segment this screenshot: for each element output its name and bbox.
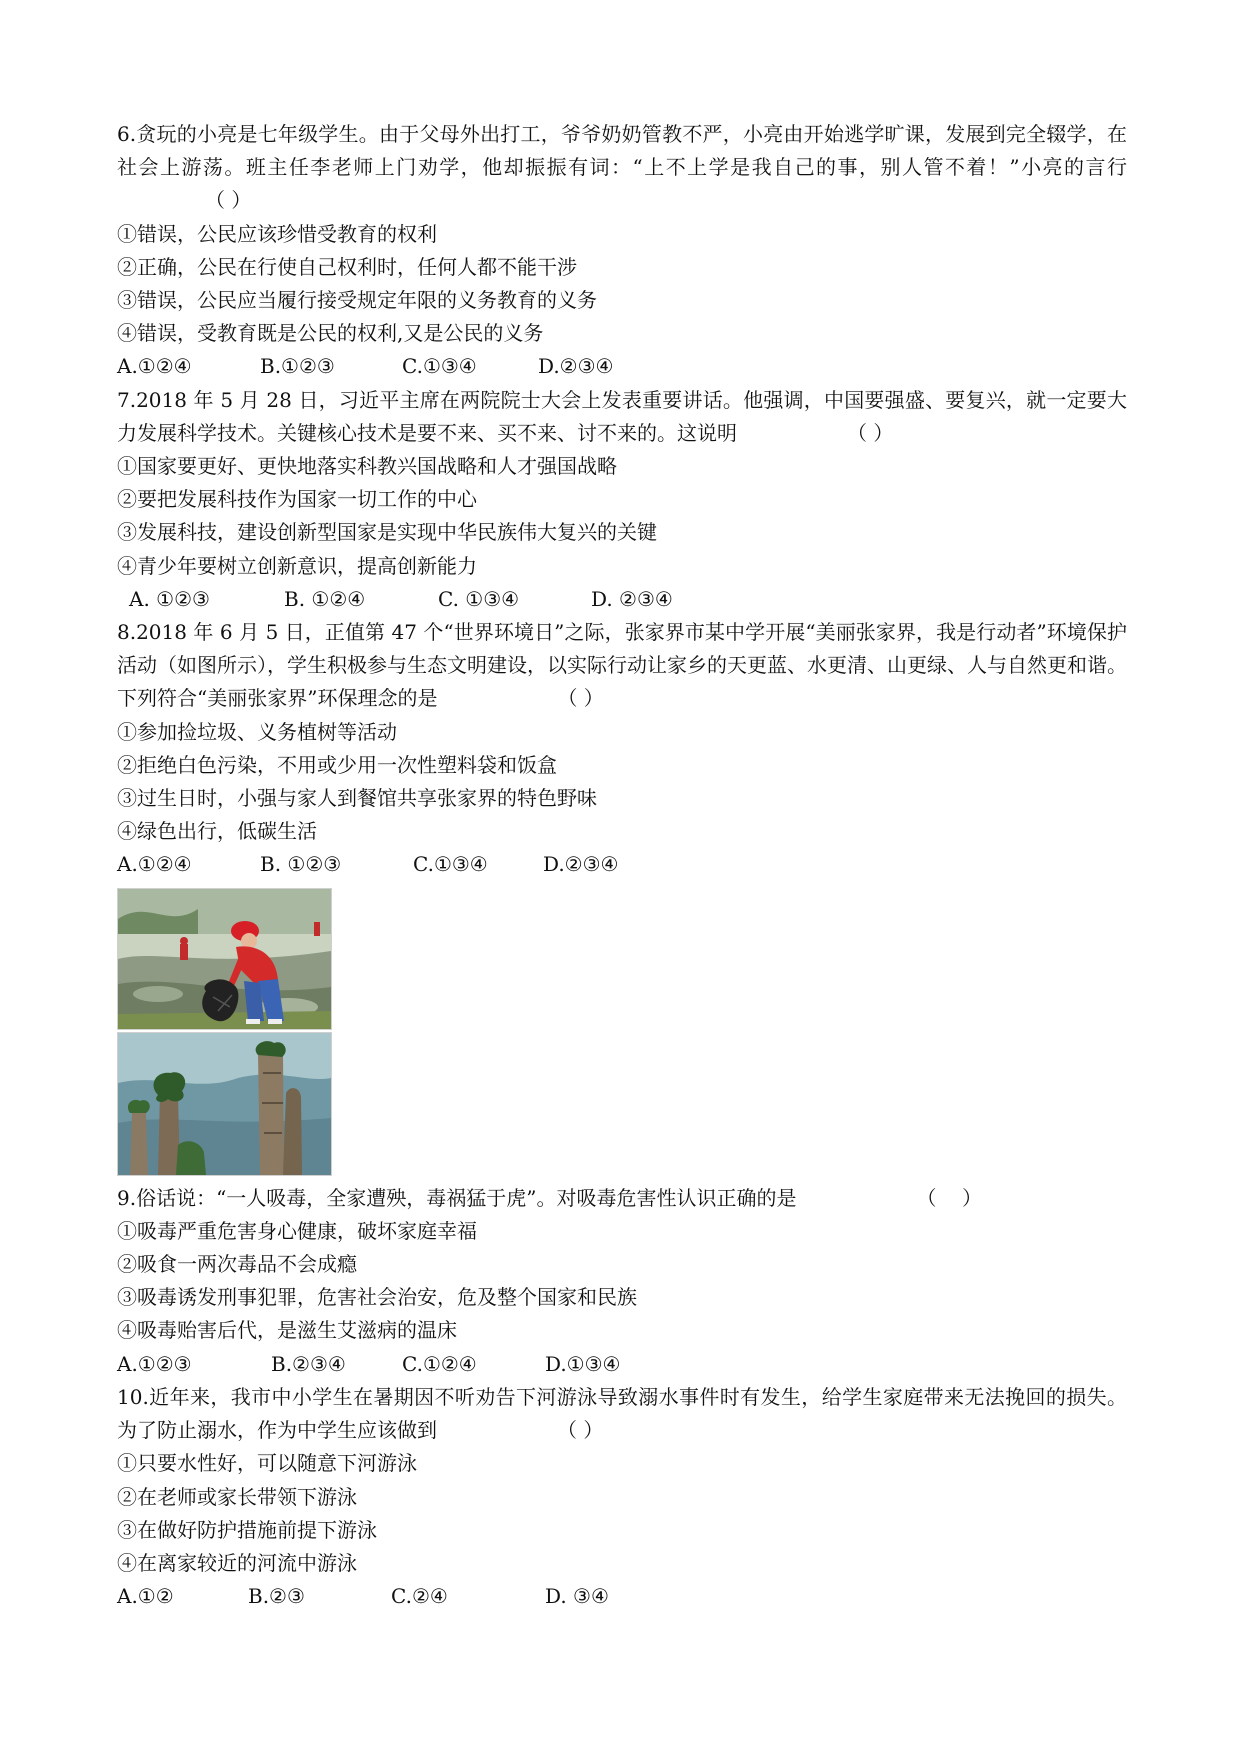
choice-b: B. ①②③ [260,852,342,877]
question-stem: 9.俗话说：“一人吸毒，全家遭殃，毒祸猛于虎”。对吸毒危害性认识正确的是 （ ） [117,1182,1127,1215]
question-stem: 6.贪玩的小亮是七年级学生。由于父母外出打工，爷爷奶奶管教不严，小亮由开始逃学旷课，发展到完全辍学，在社会上游荡。班主任李老师上门劝学，他却振振有词：“上不上学是我自己的事，别人管不着！”小亮的言行（ ） [117,118,1127,218]
choice-d: D. ②③④ [591,586,673,611]
answer-bracket: （ ） [916,1185,982,1210]
choice-a: A.①②④ [117,354,192,379]
question-stem: 8.2018 年 6 月 5 日，正值第 47 个“世界环境日”之际，张家界市某中学开展“美丽张家界，我是行动者”环境保护活动（如图所示），学生积极参与生态文明建设，以实际行动让家乡的天更蓝、水更清、山更绿、人与自然更和谐。下列符合“美丽张家界”环保理念的是 （ ） [117,616,1127,716]
answer-bracket: （ ） [205,188,252,213]
choice-d: D.②③④ [538,354,614,379]
option-2: ②要把发展科技作为国家一切工作的中心 [117,487,477,512]
option-1: ①只要水性好，可以随意下河游泳 [117,1451,417,1476]
choice-a: A.①②③ [117,1351,192,1376]
question-list [117,118,1127,1613]
option-3: ③在做好防护措施前提下游泳 [117,1517,377,1542]
option-2: ②正确，公民在行使自己权利时，任何人都不能干涉 [117,254,577,279]
choice-a: A.①②④ [117,852,192,877]
option-2: ②吸食一两次毒品不会成瘾 [117,1252,357,1277]
question-9 [117,1182,1127,1381]
question-7 [117,384,1127,616]
choice-d: D.①③④ [545,1351,621,1376]
choice-d: D.②③④ [543,852,619,877]
option-3: ③错误，公民应当履行接受规定年限的义务教育的义务 [117,288,597,313]
illustration [117,888,332,1176]
option-4: ④吸毒贻害后代，是滋生艾滋病的温床 [117,1318,457,1343]
option-4: ④在离家较近的河流中游泳 [117,1550,357,1575]
option-2: ②在老师或家长带领下游泳 [117,1484,357,1509]
answer-choices [117,583,1127,616]
choice-d: D. ③④ [545,1584,609,1609]
choice-c: C.②④ [391,1584,448,1609]
question-10 [117,1381,1127,1613]
option-4: ④错误，受教育既是公民的权利,又是公民的义务 [117,321,544,346]
choice-c: C.①③④ [413,852,488,877]
option-1: ①国家要更好、更快地落实科教兴国战略和人才强国战略 [117,454,617,479]
option-1: ①参加捡垃圾、义务植树等活动 [117,719,397,744]
option-2: ②拒绝白色污染，不用或少用一次性塑料袋和饭盒 [117,752,557,777]
choice-b: B.②③ [248,1584,305,1609]
answer-choices [117,350,1127,383]
answer-bracket: （ ） [847,420,894,445]
answer-bracket: （ ） [557,686,604,711]
answer-choices [117,848,1127,881]
choice-c: C.①②④ [402,1351,477,1376]
choice-a: A. ①②③ [129,586,210,611]
choice-b: B.①②③ [260,354,335,379]
option-1: ①错误，公民应该珍惜受教育的权利 [117,221,437,246]
question-6 [117,118,1127,384]
option-3: ③过生日时，小强与家人到餐馆共享张家界的特色野味 [117,786,597,811]
option-3: ③发展科技，建设创新型国家是实现中华民族伟大复兴的关键 [117,520,657,545]
option-3: ③吸毒诱发刑事犯罪，危害社会治安，危及整个国家和民族 [117,1285,637,1310]
question-8 [117,616,1127,1176]
answer-bracket: （ ） [557,1418,604,1443]
choice-c: C. ①③④ [438,586,520,611]
option-4: ④绿色出行，低碳生活 [117,819,317,844]
choice-b: B.②③④ [271,1351,346,1376]
question-stem: 10.近年来，我市中小学生在暑期因不听劝告下河游泳导致溺水事件时有发生，给学生家庭带来无法挽回的损失。为了防止溺水，作为中学生应该做到 （ ） [117,1381,1127,1447]
volunteer-cleanup-photo [117,888,332,1030]
choice-a: A.①② [117,1584,174,1609]
answer-choices [117,1580,1127,1613]
choice-c: C.①③④ [402,354,477,379]
zhangjiajie-landscape-photo [117,1032,332,1176]
answer-choices [117,1348,1127,1381]
question-stem: 7.2018 年 5 月 28 日，习近平主席在两院院士大会上发表重要讲话。他强调，中国要强盛、要复兴，就一定要大力发展科学技术。关键核心技术是要不来、买不来、讨不来的。这说明 （ ） [117,384,1127,450]
option-4: ④青少年要树立创新意识，提高创新能力 [117,553,477,578]
choice-b: B. ①②④ [284,586,366,611]
option-1: ①吸毒严重危害身心健康，破坏家庭幸福 [117,1218,477,1243]
